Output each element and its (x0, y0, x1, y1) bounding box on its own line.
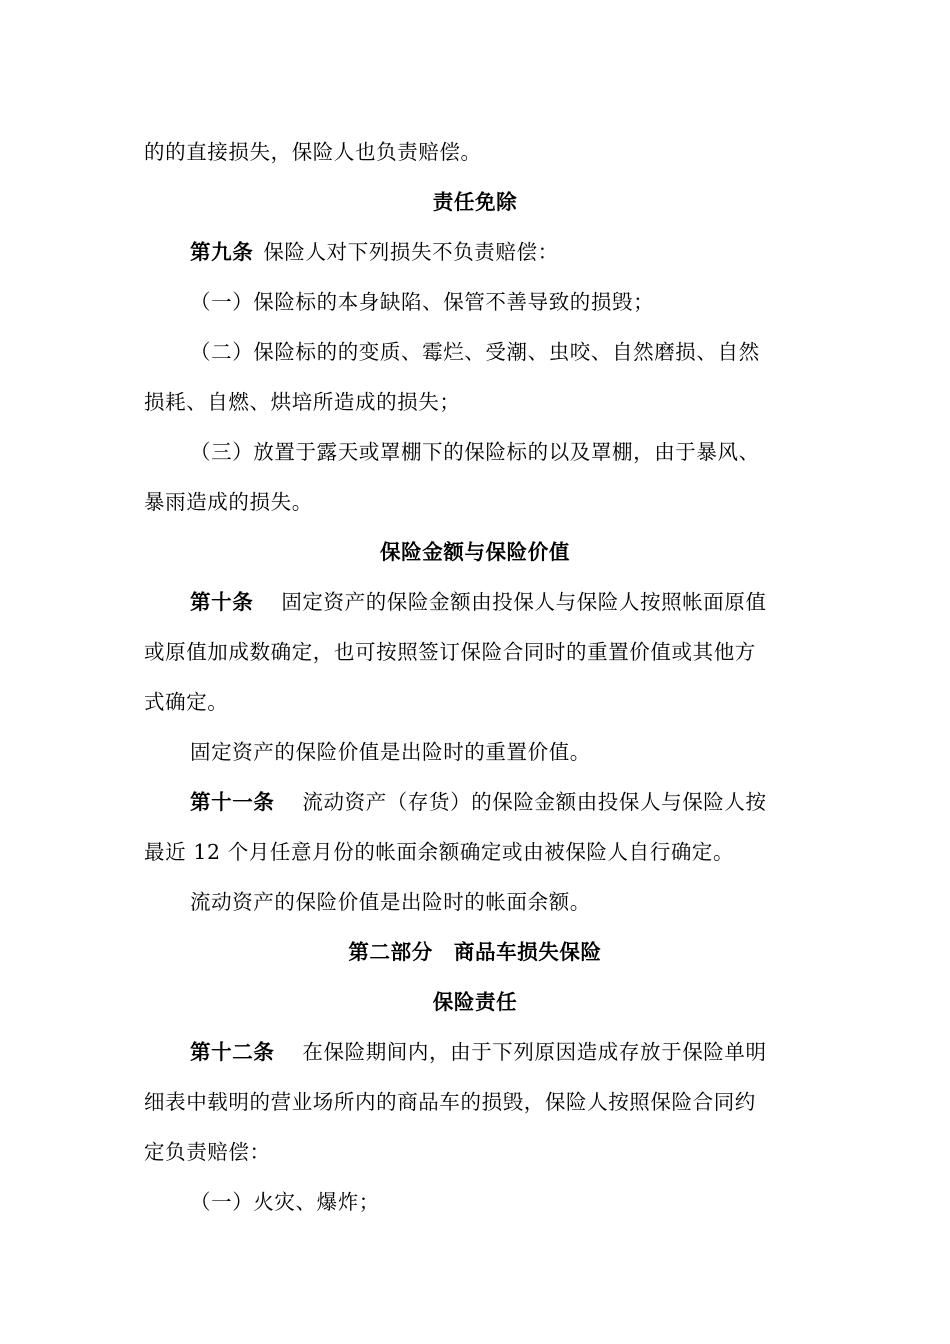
part-heading-vehicle-loss: 第二部分 商品车损失保险 (348, 940, 602, 964)
article-9-item-2-line-2: 损耗、自燃、烘培所造成的损失； (144, 390, 461, 414)
article-12-item-1: （一）火灾、爆炸； (190, 1190, 380, 1214)
article-12-line-1 (190, 1038, 767, 1066)
article-9-label: 第九条 (190, 240, 254, 264)
article-12-label: 第十二条 (190, 1040, 275, 1064)
article-12-line-2: 细表中载明的营业场所内的商品车的损毁，保险人按照保险合同约 (144, 1090, 756, 1114)
article-10-line-1 (190, 588, 767, 616)
article-12-line-3: 定负责赔偿： (144, 1140, 271, 1164)
article-11-line-1 (190, 788, 767, 816)
article-11-label: 第十一条 (190, 790, 275, 814)
article-10-label: 第十条 (190, 590, 254, 614)
article-9-item-1: （一）保险标的本身缺陷、保管不善导致的损毁； (190, 290, 655, 314)
article-9-text: 保险人对下列损失不负责赔偿： (263, 240, 559, 264)
article-10-line-3: 式确定。 (144, 690, 229, 714)
article-10-line-2: 或原值加成数确定，也可按照签订保险合同时的重置价值或其他方 (144, 640, 756, 664)
article-12-text: 在保险期间内，由于下列原因造成存放于保险单明 (302, 1040, 767, 1064)
article-10-text: 固定资产的保险金额由投保人与保险人按照帐面原值 (281, 590, 767, 614)
continuation-line: 的的直接损失，保险人也负责赔偿。 (144, 140, 482, 164)
article-11-text: 流动资产（存货）的保险金额由投保人与保险人按 (302, 790, 767, 814)
paragraph-current-asset-value: 流动资产的保险价值是出险时的帐面余额。 (190, 890, 591, 914)
paragraph-fixed-asset-value: 固定资产的保险价值是出险时的重置价值。 (190, 740, 591, 764)
article-9-item-3-line-1: （三）放置于露天或罩棚下的保险标的以及罩棚，由于暴风、 (190, 440, 760, 464)
article-9-item-3-line-2: 暴雨造成的损失。 (144, 490, 313, 514)
section-heading-exemption: 责任免除 (432, 190, 518, 214)
article-9-item-2-line-1: （二）保险标的的变质、霉烂、受潮、虫咬、自然磨损、自然 (190, 340, 760, 364)
section-heading-liability: 保险责任 (432, 990, 518, 1014)
section-heading-amount-value: 保险金额与保险价值 (380, 540, 570, 564)
article-9 (190, 238, 559, 266)
article-11-line-2: 最近 12 个月任意月份的帐面余额确定或由被保险人自行确定。 (144, 840, 735, 864)
